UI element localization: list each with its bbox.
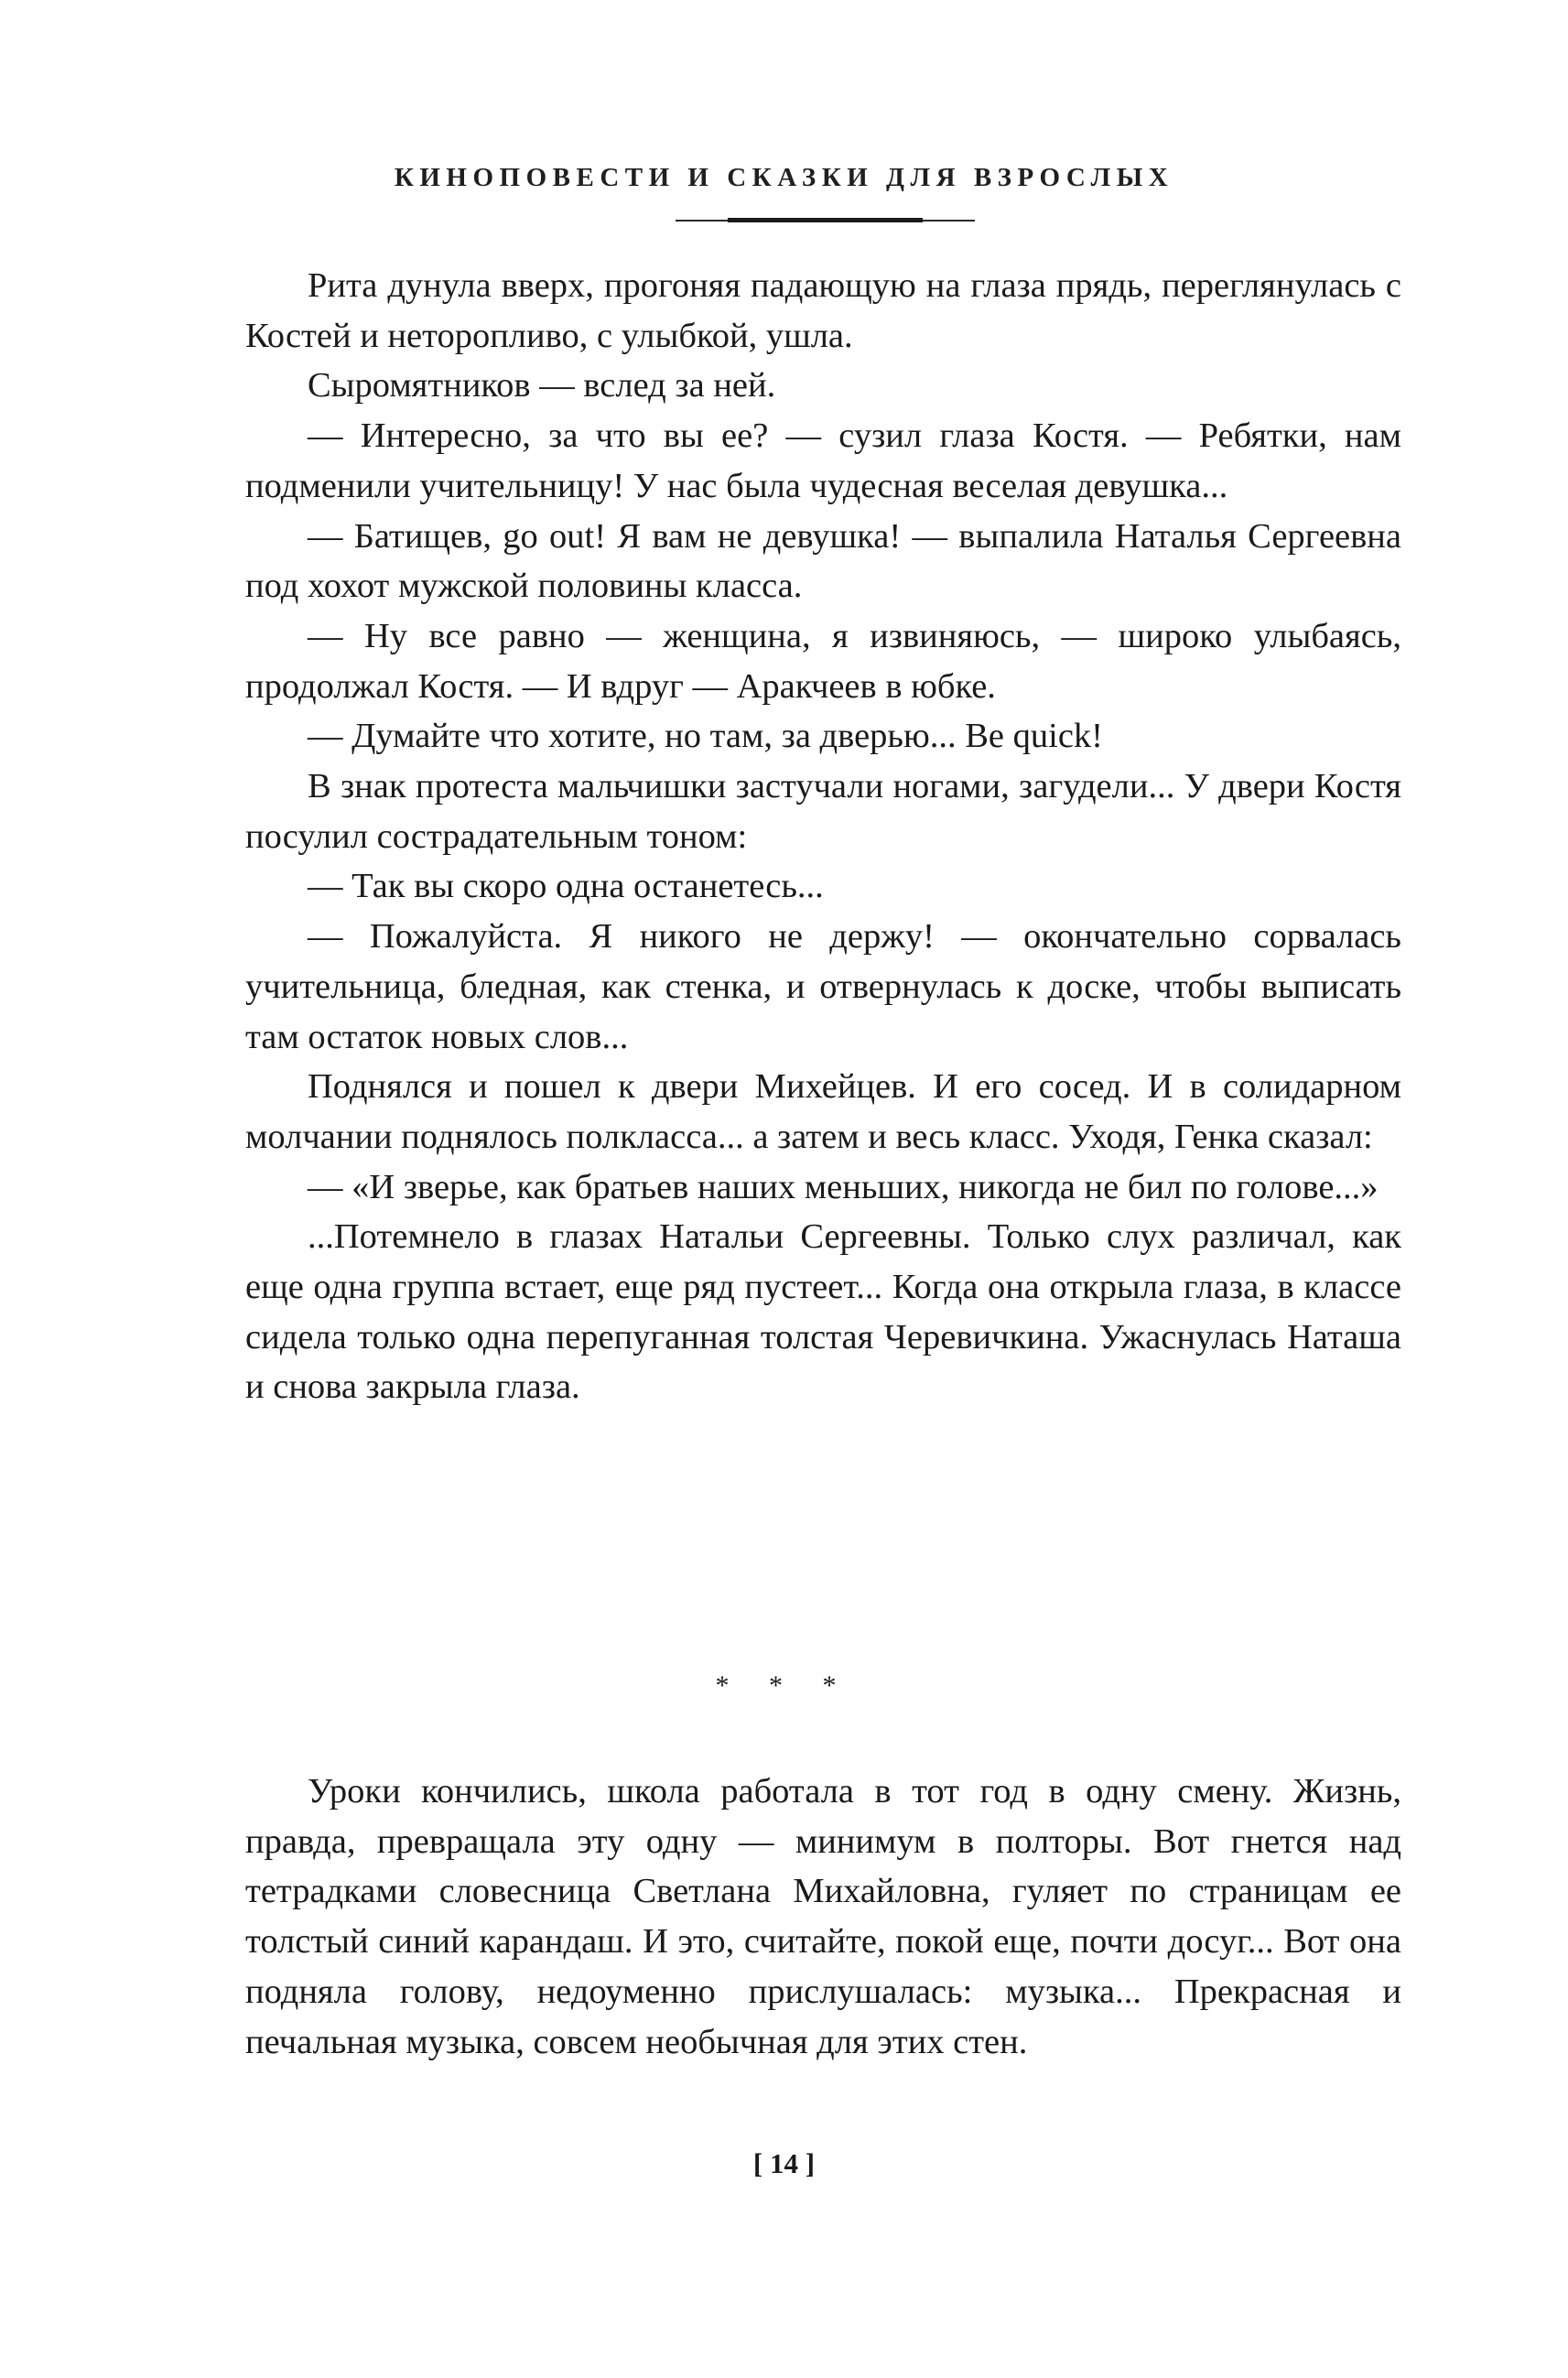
paragraph: ...Потемнело в глазах Натальи Сергеевны. Только слух различал, как еще одна группа встает, еще ряд пустеет... Когда она открыла глаза, в классе сидела только одна перепуганная толстая Черевичкина. Ужаснулась Наташа и снова закрыла глаза. bbox=[245, 1217, 1401, 1407]
main-text bbox=[245, 261, 1401, 1412]
running-header: КИНОПОВЕСТИ И СКАЗКИ ДЛЯ ВЗРОСЛЫХ bbox=[394, 163, 1174, 192]
paragraph: Рита дунула вверх, прогоняя падающую на глаза прядь, переглянулась с Костей и неторопливо, с улыбкой, ушла. bbox=[245, 266, 1401, 355]
paragraph: — Интересно, за что вы ее? — сузил глаза Костя. — Ребятки, нам подменили учительницу! У нас была чудесная веселая девушка... bbox=[245, 416, 1401, 505]
paragraph: — Так вы скоро одна останетесь... bbox=[308, 867, 824, 906]
header-rule-accent bbox=[728, 218, 923, 222]
paragraph: Поднялся и пошел к двери Михейцев. И его сосед. И в солидарном молчании поднялось полкласса... а затем и весь класс. Уходя, Генка сказал: bbox=[245, 1067, 1401, 1156]
page-number: [ 14 ] bbox=[752, 2147, 816, 2179]
paragraph: — «И зверье, как братьев наших меньших, никогда не бил по голове...» bbox=[308, 1167, 1379, 1206]
paragraph: — Пожалуйста. Я никого не держу! — окончательно сорвалась учительница, бледная, как стенка, и отвернулась к доске, чтобы выписать там остаток новых слов... bbox=[245, 917, 1401, 1056]
section-text bbox=[245, 1767, 1401, 2067]
paragraph: Уроки кончились, школа работала в тот год в одну смену. Жизнь, правда, превращала эту одну — минимум в полторы. Вот гнется над тетрадками словесница Светлана Михайловна, гуляет по страницам ее толстый синий карандаш. И это, считайте, покой еще, почти досуг... Вот она подняла голову, недоуменно прислушалась: музыка... Прекрасная и печальная музыка, совсем необычная для этих стен. bbox=[245, 1772, 1401, 2061]
paragraph: — Батищев, go out! Я вам не девушка! — выпалила Наталья Сергеевна под хохот мужской половины класса. bbox=[245, 516, 1401, 606]
section-divider: * * * bbox=[715, 1670, 853, 1701]
paragraph: — Ну все равно — женщина, я извиняюсь, — широко улыбаясь, продолжал Костя. — И вдруг — Аракчеев в юбке. bbox=[245, 616, 1401, 706]
paragraph: — Думайте что хотите, но там, за дверью... Be quick! bbox=[308, 717, 1103, 756]
paragraph: В знак протеста мальчишки застучали ногами, загудели... У двери Костя посулил сострадательным тоном: bbox=[245, 767, 1401, 856]
paragraph: Сыромятников — вслед за ней. bbox=[308, 366, 776, 405]
